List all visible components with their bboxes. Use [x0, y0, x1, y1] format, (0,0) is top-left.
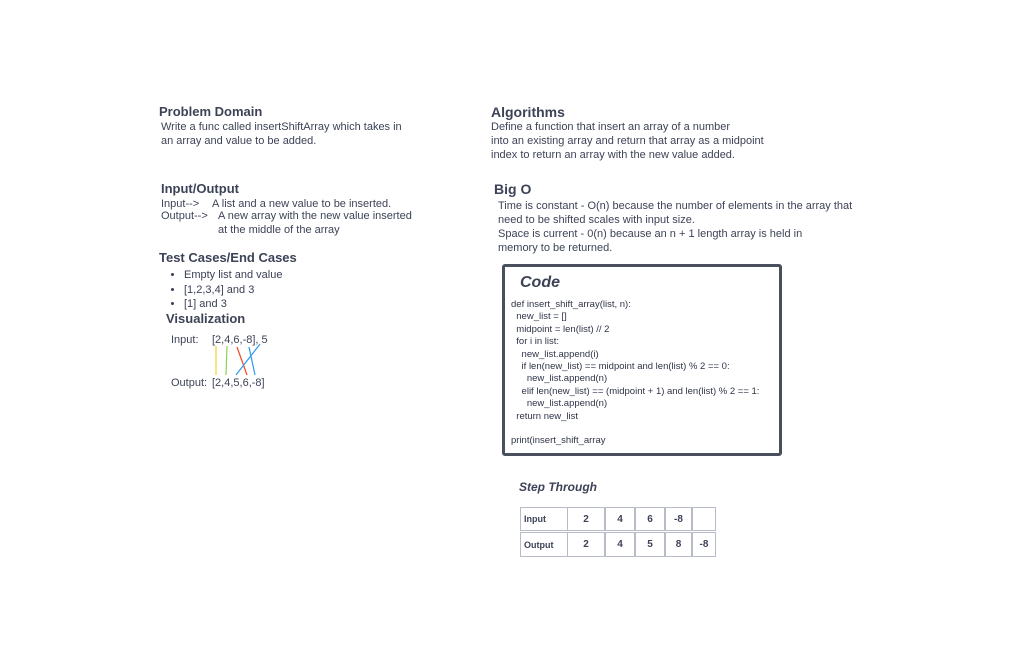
mapping-line-green: [226, 346, 227, 375]
step-output-label: Output: [520, 532, 568, 557]
test-case-item: • [1] and 3: [184, 297, 282, 312]
step-input-cell: 6: [635, 507, 665, 531]
step-input-cell: 4: [605, 507, 635, 531]
input-output-title: Input/Output: [161, 181, 239, 196]
viz-output-label: Output:: [171, 377, 208, 389]
test-cases-title: Test Cases/End Cases: [159, 250, 297, 265]
io-input-text: A list and a new value to be inserted.: [212, 198, 392, 210]
io-output-text: A new array with the new value inserted at the middle of the array: [218, 210, 412, 236]
io-output-label: Output-->: [161, 210, 208, 222]
big-o-title: Big O: [494, 181, 532, 197]
code-title: Code: [520, 274, 560, 291]
step-output-cell: 2: [567, 532, 605, 557]
visualization-mapping-lines: [205, 342, 275, 378]
algorithms-text: Define a function that insert an array of a number into an existing array and return that array as a midpoint index to return an array with the new value added.: [491, 121, 764, 161]
test-case-item: • [1,2,3,4] and 3: [184, 283, 282, 298]
viz-input-label: Input:: [171, 334, 199, 346]
step-input-cell: -8: [665, 507, 692, 531]
problem-domain-text: Write a func called insertShiftArray which takes in an array and value to be added.: [161, 121, 402, 147]
step-input-label: Input: [520, 507, 568, 531]
visualization-title: Visualization: [166, 311, 246, 326]
problem-domain-title: Problem Domain: [159, 104, 263, 119]
code-box: [502, 264, 782, 456]
viz-input-value: [2,4,6,-8], 5: [212, 334, 268, 346]
test-cases-list: [162, 268, 282, 312]
test-case-item: • Empty list and value: [184, 268, 282, 283]
step-output-cell: 8: [665, 532, 692, 557]
big-o-text: Time is constant - O(n) because the number of elements in the array that need to be shifted scales with input size. Space is current - 0(n) because an n + 1 length array is held in memory to be returned.: [498, 200, 853, 254]
step-output-cell: 4: [605, 532, 635, 557]
viz-output-value: [2,4,5,6,-8]: [212, 377, 265, 389]
step-through-title: Step Through: [519, 480, 597, 494]
code-listing: def insert_shift_array(list, n): new_list = [] midpoint = len(list) // 2 for i in list: new_list.append(i) if len(new_list) == midpoint and len(list) % 2 == 0: new_list.append(n) elif len(new_list) == (midpoint + 1) and len(list) % 2 == 1: new_list.append(n) return new_list print(insert_shift_array: [511, 299, 760, 447]
mapping-line-blue-1: [236, 344, 260, 375]
step-output-cell: 5: [635, 532, 665, 557]
step-output-cell: -8: [692, 532, 716, 557]
io-input-label: Input-->: [161, 198, 200, 210]
algorithms-title: Algorithms: [491, 104, 565, 120]
step-input-cell: [692, 507, 716, 531]
step-input-cell: 2: [567, 507, 605, 531]
